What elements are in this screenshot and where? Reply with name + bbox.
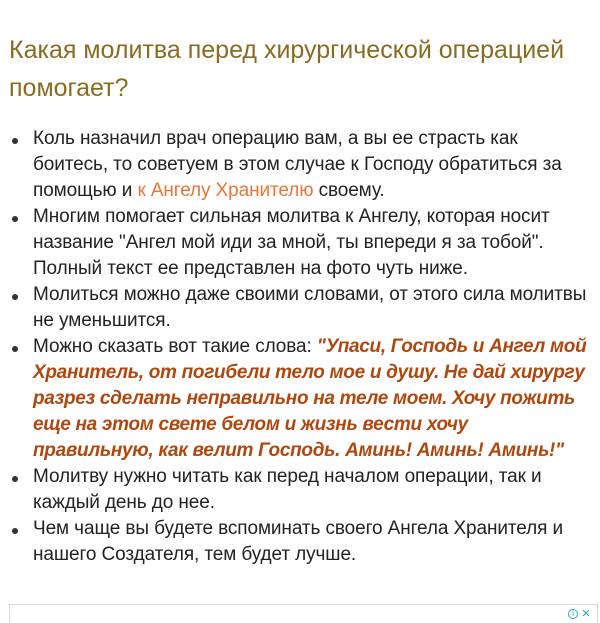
list-item xyxy=(0,204,600,282)
item-text: Коль назначил врач операцию вам, а вы ее страсть как боитесь, то советуем в этом случае к Господу обратиться за помощью и xyxy=(33,128,562,201)
bullet-icon xyxy=(12,294,18,300)
bullet-icon xyxy=(12,476,18,482)
item-text: Молитву нужно читать как перед началом операции, так и каждый день до нее. xyxy=(33,466,542,513)
bullet-icon xyxy=(12,346,18,352)
list-item xyxy=(0,126,600,204)
guardian-angel-link[interactable]: к Ангелу Хранителю xyxy=(137,180,314,201)
item-text: Чем чаще вы будете вспоминать своего Ангела Хранителя и нашего Создателя, тем будет лучше. xyxy=(33,518,563,565)
info-icon[interactable]: i xyxy=(568,609,578,619)
list-item xyxy=(0,516,600,568)
bullet-icon xyxy=(12,216,18,222)
item-text: Молиться можно даже своими словами, от этого сила молитвы не уменьшится. xyxy=(33,284,587,331)
ad-controls xyxy=(568,609,591,619)
bullet-icon xyxy=(12,138,18,144)
item-text: Многим помогает сильная молитва к Ангелу, которая носит название "Ангел мой иди за мной, ты впереди я за тобой". Полный текст ее представлен на фото чуть ниже. xyxy=(33,206,550,279)
list-item xyxy=(0,464,600,516)
item-text: своему. xyxy=(313,180,385,201)
article-title: Какая молитва перед хирургической операцией помогает? xyxy=(9,36,565,102)
close-icon[interactable]: ✕ xyxy=(581,607,591,620)
list-item xyxy=(0,334,600,464)
ad-banner[interactable] xyxy=(9,604,598,623)
bullet-icon xyxy=(12,528,18,534)
item-text: Можно сказать вот такие слова: xyxy=(33,336,317,357)
list-item xyxy=(0,282,600,334)
prayer-quote: "Упаси, Господь и Ангел мой Хранитель, от погибели тело мое и душу. Не дай хирургу разрез сделать неправильно на теле моем. Хочу пожить еще на этом свете белом и жизнь вести хочу правильную, как велит Господь. Аминь! Аминь! Аминь!" xyxy=(33,336,587,461)
bullet-list xyxy=(0,126,600,568)
